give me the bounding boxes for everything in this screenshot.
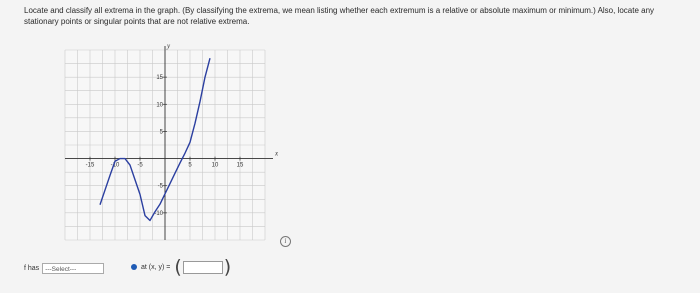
- y-tick-label: 10: [156, 102, 163, 109]
- x-tick-label: -10: [110, 162, 120, 169]
- y-tick-label: 5: [159, 129, 163, 136]
- x-tick-label: 10: [211, 162, 219, 169]
- close-paren: ): [223, 256, 232, 278]
- function-graph: [60, 40, 290, 250]
- info-dot-icon: [131, 264, 137, 270]
- y-axis-label: y: [167, 42, 171, 50]
- extremum-type-select[interactable]: ---Select---: [42, 263, 104, 274]
- open-paren: (: [174, 256, 182, 278]
- y-tick-label: -10: [154, 210, 163, 217]
- coordinate-row: [131, 258, 231, 276]
- answer-prefix: f has: [24, 264, 40, 272]
- x-axis-label: x: [275, 149, 279, 158]
- info-help-icon[interactable]: i: [280, 236, 291, 247]
- graph-svg: [60, 40, 290, 250]
- x-tick-label: -15: [85, 162, 95, 169]
- x-tick-label: 5: [188, 162, 192, 169]
- x-tick-label: -5: [137, 162, 143, 169]
- x-tick-label: 15: [236, 162, 244, 169]
- at-label: at (x, y) =: [141, 263, 171, 271]
- y-tick-label: 15: [156, 75, 163, 82]
- y-tick-label: -5: [157, 183, 163, 190]
- answer-row: [24, 260, 104, 276]
- coordinate-input[interactable]: [183, 261, 223, 274]
- instructions-text: Locate and classify all extrema in the graph. (By classifying the extrema, we mean listing whether each extremum is a relative or absolute maximum or minimum.) Also, locate any stationary points or singular points that are not relative extrema.: [24, 6, 655, 26]
